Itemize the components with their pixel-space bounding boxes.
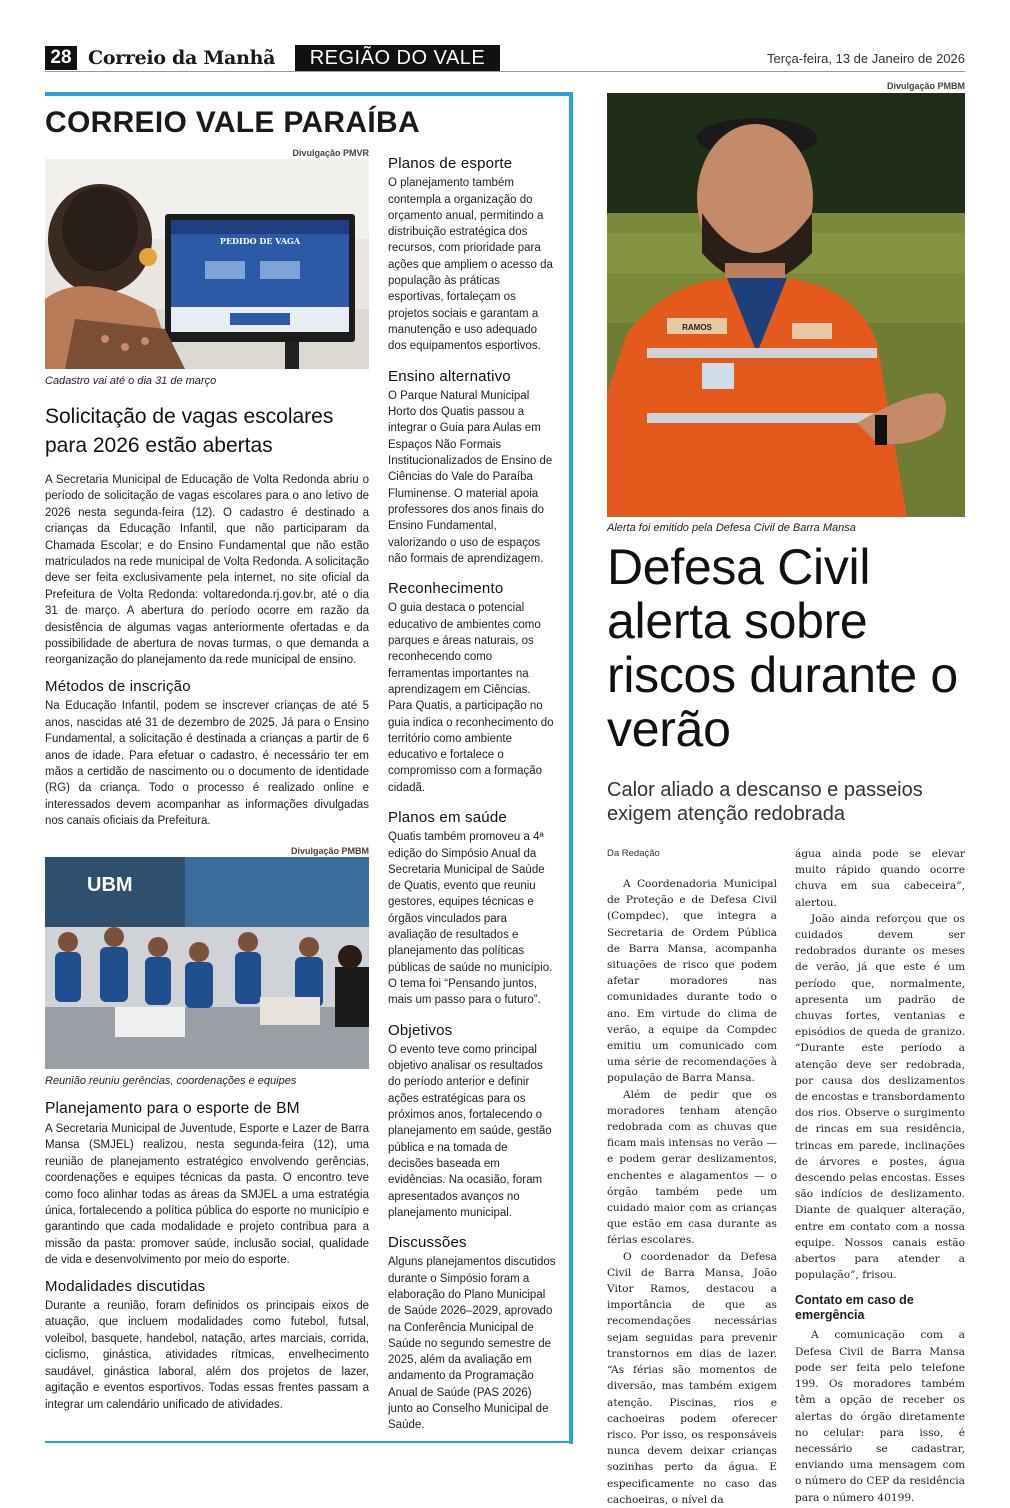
article-headline: Solicitação de vagas escolares para 2026 estão abertas bbox=[45, 405, 334, 457]
section-frame-bottom bbox=[45, 1441, 573, 1443]
column-subheading: Reconhecimento bbox=[388, 580, 504, 598]
column-subheading: Objetivos bbox=[388, 1021, 453, 1039]
section-frame-top bbox=[45, 92, 573, 96]
photo-caption: Reunião reuniu gerências, coordenações e equipes bbox=[45, 1075, 297, 1087]
column-paragraph: Alguns planejamentos discutidos durante o Simpósio foram a elaboração do Plano Municipal de Saúde 2026–2029, aprovado na Conferência Municipal de Saúde no segundo semestre de 2025, além da avaliação em andamento da Programação Anual de Saúde (PAS 2026) junto ao Conselho Municipal de Saúde. bbox=[388, 1256, 556, 1432]
article-paragraph: A Secretaria Municipal de Educação de Volta Redonda abriu o período de solicitação de vagas escolares para o ano letivo de 2026 nesta segunda-feira (12). O cadastro é destinado a crianças da Educação Infantil, que não participaram da Chamada Escolar; e do Ensino Fundamental que não estão matriculados na rede municipal de Volta Redonda. A solicitação deve ser feita exclusivamente pela internet, no site oficial da Prefeitura de Volta Redonda: voltaredonda.rj.gov.br, até o dia 31 de março. A abertura do período ocorre em razão da desistência de algumas vagas anteriormente ofertadas e da possibilidade de abertura de novas turmas, o que demanda a reorganização do planejamento da rede municipal de ensino. bbox=[45, 474, 369, 667]
column-subheading: Planos em saúde bbox=[388, 808, 507, 826]
issue-date: Terça-feira, 13 de Janeiro de 2026 bbox=[766, 51, 965, 66]
vest-name: RAMOS bbox=[682, 323, 712, 332]
column-paragraph: O evento teve como principal objetivo analisar os resultados do período anterior e definir ações estratégicas para os próximos anos, fortalecendo o planejamento em saúde, gestão pública e na tomada de decisões baseada em evidências. Na ocasião, foram apresentados avanços no planejamento municipal. bbox=[388, 1043, 552, 1219]
column-paragraph: Quatis também promoveu a 4ª edição do Simpósio Anual da Secretaria Municipal de Saúde de Quatis, evento que reuniu gestores, equipes técnicas e órgãos vinculados para avaliação de resultados e planejamento das políticas públicas de saúde no município. O tema foi “Pensando juntos, mais um passo para o futuro”. bbox=[388, 831, 553, 1007]
column-paragraph: O planejamento também contempla a organização do orçamento anual, permitindo a distribuição estratégica dos recursos, com prioridade para ações que ampliem o acesso da população às práticas esportivas, fortaleçam os projetos sociais e garantam a manutenção e uso adequado dos equipamentos esportivos. bbox=[388, 177, 553, 353]
main-photo bbox=[607, 93, 965, 517]
column-subheading: Planos de esporte bbox=[388, 155, 513, 172]
main-article-column-left bbox=[607, 876, 777, 1508]
column-paragraph: O guia destaca o potencial educativo de ambientes como parques e áreas naturais, os reconhecendo como ferramentas importantes na aprendizagem em Ciências. Para Quatis, a participação no guia indica o reconhecimento do território como ambiente educativo e fortalece o compromisso com a formação cidadã. bbox=[388, 602, 554, 794]
section-title: CORREIO VALE PARAÍBA bbox=[45, 106, 420, 139]
article-body bbox=[45, 472, 369, 830]
article-paragraph: A comunicação com a Defesa Civil de Barra Mansa pode ser feita pelo telefone 199. Os moradores também têm a opção de receber os alertas do órgão diretamente no celular: para isso, é necessário se cadastrar, enviando uma mensagem com o número do CEP da residência para o número 40199. bbox=[795, 1329, 965, 1504]
article-paragraph: João ainda reforçou que os cuidados devem ser redobrados durante os meses de verão, já que este é um período que, normalmente, apresenta um padrão de chuvas fortes, ventanias e episódios de queda de granizo. “Durante este período a atenção deve ser redobrada, por causa dos deslizamentos de encostas e transbordamento dos rios. Observe o surgimento de rincas em sua residência, trincas em parede, inclinações de árvores e postes, água descendo pelas encostas. Esses são indícios de deslizamento. Diante de qualquer alteração, entre em contato com a nossa equipe. Nossos canais estão abertos para atender a população”, frisou. bbox=[795, 912, 965, 1282]
article-paragraph: água ainda pode se elevar muito rápido quando ocorre chuva em sua cabeceira”, alertou. bbox=[795, 848, 965, 909]
article-paragraph: A Secretaria Municipal de Juventude, Esporte e Lazer de Barra Mansa (SMJEL) realizou, nesta segunda-feira (12), uma reunião de planejamento estratégico envolvendo gerências, coordenações e equipes técnicas da pasta. O encontro teve como foco alinhar todas as áreas da SMJEL a uma estratégia única, fortalecendo a política pública do esporte no município e garantindo que cada modalidade e projeto contribua para a missão da pasta: promover saúde, inclusão social, qualidade de vida e desenvolvimento por meio do esporte. bbox=[45, 1123, 369, 1267]
middle-column bbox=[388, 156, 556, 1434]
article-paragraph: Durante a reunião, foram definidos os principais eixos de atuação, que incluem modalidades como futebol, futsal, voleibol, basquete, handebol, natação, artes marciais, corrida, ciclismo, ginástica, atividades rítmicas, envelhecimento saudável, ginástica laboral, além dos projetos de lazer, agitação e eventos esportivos. Todas essas frentes passam a integrar um calendário unificado de atividades. bbox=[45, 1300, 369, 1411]
banner-logo: UBM bbox=[87, 874, 133, 896]
article-body bbox=[45, 1121, 369, 1413]
article-paragraph: O coordenador da Defesa Civil de Barra Mansa, João Vitor Ramos, destacou a importância de que as recomendações necessárias sejam seguidas para prevenir transtornos em dias de lazer. “As férias são momentos de diversão, mas também exigem atenção. Piscinas, rios e cachoeiras podem oferecer risco. Por isso, os responsáveis nunca devem deixar crianças sozinhas perto da água. E especificamente no caso das cachoeiras, o nível da bbox=[607, 1250, 777, 1506]
article-headline: Planejamento para o esporte de BM bbox=[45, 1100, 300, 1117]
article-subheading: Contato em caso de emergência bbox=[795, 1293, 914, 1323]
section-frame-right bbox=[569, 92, 573, 1444]
main-subheadline: Calor aliado a descanso e passeios exigem atenção redobrada bbox=[607, 779, 923, 825]
photo-credit: Divulgação PMBM bbox=[290, 846, 369, 856]
column-subheading: Discussões bbox=[388, 1234, 467, 1252]
photo-credit: Divulgação PMVR bbox=[292, 148, 369, 158]
main-article-column-right bbox=[795, 846, 965, 1506]
column-paragraph: O Parque Natural Municipal Horto dos Quatis passou a integrar o Guia para Aulas em Espaços Não Formais Institucionalizados de Ensino de Ciências do Vale do Paraíba Fluminense. O material apoia professores dos anos finais do Ensino Fundamental, valorizando o uso de espaços não formais de aprendizagem. bbox=[388, 389, 553, 565]
photo-credit: Divulgação PMBM bbox=[886, 81, 965, 91]
article-subheading: Modalidades discutidas bbox=[45, 1277, 206, 1295]
masthead: Correio da Manhã bbox=[88, 47, 276, 69]
screen-title: PEDIDO DE VAGA bbox=[219, 236, 301, 246]
article-paragraph: Na Educação Infantil, podem se inscrever crianças de até 5 anos, nascidas até 31 de dezembro de 2025. Já para o Ensino Fundamental, a solicitação é destinada a crianças a partir de 6 anos de idade. Para efetuar o cadastro, é necessário ter em mãos a certidão de nascimento ou o documento de identidade (RG) da criança. Todo o processo é realizado online e interessados devem acompanhar as informações divulgadas nos canais oficiais da Prefeitura. bbox=[45, 700, 369, 828]
header-rule bbox=[45, 71, 965, 72]
main-headline: Defesa Civil alerta sobre riscos durante o verão bbox=[607, 539, 958, 757]
photo-caption: Cadastro vai até o dia 31 de março bbox=[45, 375, 217, 387]
article-photo bbox=[45, 857, 369, 1069]
byline: Da Redação bbox=[607, 848, 660, 859]
photo-caption: Alerta foi emitido pela Defesa Civil de Barra Mansa bbox=[607, 522, 856, 534]
section-tab: REGIÃO DO VALE bbox=[295, 45, 500, 71]
page-number: 28 bbox=[45, 46, 77, 70]
article-subheading: Métodos de inscrição bbox=[45, 677, 191, 695]
article-paragraph: Além de pedir que os moradores tenham atenção redobrada com as chuvas que ficam mais intensas no verão — e podem gerar deslizamentos, enchentes e alagamentos — o órgão também pede um cuidado maior com as crianças que estão em casa durante as férias escolares. bbox=[607, 1088, 777, 1247]
column-subheading: Ensino alternativo bbox=[388, 367, 511, 385]
article-paragraph: A Coordenadoria Municipal de Proteção e de Defesa Civil (Compdec), que integra a Secretaria de Ordem Pública de Barra Mansa, acompanha situações de risco que podem afetar moradores nas comunidades durante todo o ano. Em virtude do clima de verão, a equipe da Compdec emitiu um comunicado com uma série de recomendações à população de Barra Mansa. bbox=[607, 878, 777, 1085]
article-photo bbox=[45, 159, 369, 369]
